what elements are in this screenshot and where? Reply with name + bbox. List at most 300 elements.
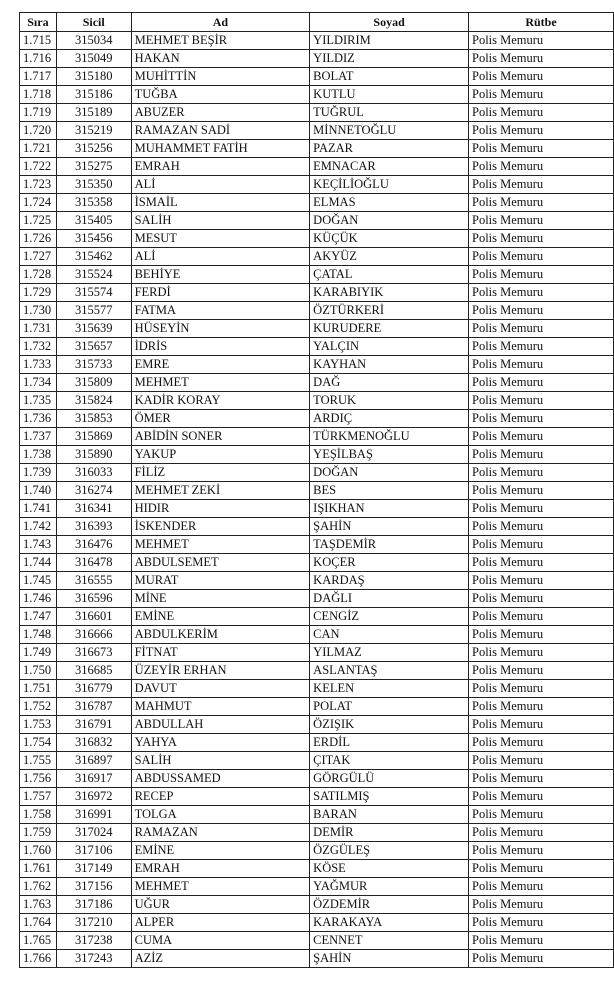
cell-sira: 1.748 <box>20 626 57 644</box>
cell-sicil: 315657 <box>56 338 131 356</box>
table-row <box>20 284 614 302</box>
table-row <box>20 464 614 482</box>
cell-soyad: KELEN <box>310 680 469 698</box>
cell-sicil: 316601 <box>56 608 131 626</box>
cell-sicil: 317156 <box>56 878 131 896</box>
table-row <box>20 644 614 662</box>
cell-soyad: YILDIRIM <box>310 32 469 50</box>
cell-rutbe: Polis Memuru <box>469 428 614 446</box>
cell-ad: FİLİZ <box>131 464 310 482</box>
cell-ad: MURAT <box>131 572 310 590</box>
cell-rutbe: Polis Memuru <box>469 680 614 698</box>
cell-soyad: ELMAS <box>310 194 469 212</box>
table-row <box>20 104 614 122</box>
cell-ad: YAKUP <box>131 446 310 464</box>
table-row <box>20 392 614 410</box>
cell-sira: 1.742 <box>20 518 57 536</box>
cell-ad: MİNE <box>131 590 310 608</box>
cell-soyad: BES <box>310 482 469 500</box>
cell-rutbe: Polis Memuru <box>469 50 614 68</box>
cell-sira: 1.719 <box>20 104 57 122</box>
cell-ad: CUMA <box>131 932 310 950</box>
cell-sicil: 317024 <box>56 824 131 842</box>
cell-sira: 1.720 <box>20 122 57 140</box>
cell-sira: 1.762 <box>20 878 57 896</box>
cell-soyad: KARDAŞ <box>310 572 469 590</box>
cell-ad: MEHMET BEŞİR <box>131 32 310 50</box>
cell-sira: 1.724 <box>20 194 57 212</box>
header-sira: Sıra <box>20 13 57 32</box>
cell-soyad: BARAN <box>310 806 469 824</box>
table-row <box>20 446 614 464</box>
table-row <box>20 140 614 158</box>
cell-ad: MUHİTTİN <box>131 68 310 86</box>
table-row <box>20 266 614 284</box>
table-row <box>20 572 614 590</box>
cell-rutbe: Polis Memuru <box>469 140 614 158</box>
cell-soyad: SATILMIŞ <box>310 788 469 806</box>
cell-soyad: KAYHAN <box>310 356 469 374</box>
cell-rutbe: Polis Memuru <box>469 806 614 824</box>
cell-rutbe: Polis Memuru <box>469 212 614 230</box>
cell-sicil: 316787 <box>56 698 131 716</box>
cell-rutbe: Polis Memuru <box>469 572 614 590</box>
cell-soyad: KÖSE <box>310 860 469 878</box>
cell-rutbe: Polis Memuru <box>469 770 614 788</box>
cell-sira: 1.740 <box>20 482 57 500</box>
cell-sicil: 316596 <box>56 590 131 608</box>
cell-sira: 1.761 <box>20 860 57 878</box>
cell-rutbe: Polis Memuru <box>469 950 614 968</box>
table-row <box>20 770 614 788</box>
cell-sira: 1.759 <box>20 824 57 842</box>
cell-ad: MEHMET <box>131 374 310 392</box>
cell-ad: ÜZEYİR ERHAN <box>131 662 310 680</box>
cell-rutbe: Polis Memuru <box>469 608 614 626</box>
cell-ad: ALİ <box>131 176 310 194</box>
cell-ad: ABUZER <box>131 104 310 122</box>
cell-sicil: 315034 <box>56 32 131 50</box>
cell-ad: ABDULKERİM <box>131 626 310 644</box>
cell-ad: EMRAH <box>131 158 310 176</box>
cell-rutbe: Polis Memuru <box>469 644 614 662</box>
cell-ad: YAHYA <box>131 734 310 752</box>
cell-sicil: 316685 <box>56 662 131 680</box>
cell-sira: 1.717 <box>20 68 57 86</box>
table-row <box>20 860 614 878</box>
cell-rutbe: Polis Memuru <box>469 554 614 572</box>
cell-ad: UĞUR <box>131 896 310 914</box>
cell-sira: 1.749 <box>20 644 57 662</box>
cell-soyad: AKYÜZ <box>310 248 469 266</box>
cell-sicil: 316917 <box>56 770 131 788</box>
cell-rutbe: Polis Memuru <box>469 356 614 374</box>
cell-sicil: 316478 <box>56 554 131 572</box>
table-row <box>20 320 614 338</box>
cell-soyad: ŞAHİN <box>310 950 469 968</box>
header-sicil: Sicil <box>56 13 131 32</box>
cell-rutbe: Polis Memuru <box>469 536 614 554</box>
table-row <box>20 896 614 914</box>
cell-ad: ÖMER <box>131 410 310 428</box>
cell-soyad: DAĞLI <box>310 590 469 608</box>
cell-ad: RECEP <box>131 788 310 806</box>
cell-sicil: 316897 <box>56 752 131 770</box>
cell-rutbe: Polis Memuru <box>469 374 614 392</box>
cell-sira: 1.756 <box>20 770 57 788</box>
cell-soyad: GÖRGÜLÜ <box>310 770 469 788</box>
cell-soyad: KARAKAYA <box>310 914 469 932</box>
cell-sicil: 315853 <box>56 410 131 428</box>
cell-sira: 1.750 <box>20 662 57 680</box>
cell-soyad: YILMAZ <box>310 644 469 662</box>
cell-sicil: 316033 <box>56 464 131 482</box>
cell-sicil: 315733 <box>56 356 131 374</box>
table-row <box>20 32 614 50</box>
cell-soyad: TUĞRUL <box>310 104 469 122</box>
cell-ad: FATMA <box>131 302 310 320</box>
cell-sicil: 316341 <box>56 500 131 518</box>
cell-ad: MUHAMMET FATİH <box>131 140 310 158</box>
cell-sira: 1.721 <box>20 140 57 158</box>
cell-ad: EMRAH <box>131 860 310 878</box>
cell-soyad: TAŞDEMİR <box>310 536 469 554</box>
cell-soyad: ÇITAK <box>310 752 469 770</box>
cell-sicil: 315869 <box>56 428 131 446</box>
cell-sira: 1.738 <box>20 446 57 464</box>
cell-ad: FİTNAT <box>131 644 310 662</box>
cell-sira: 1.725 <box>20 212 57 230</box>
cell-sicil: 316779 <box>56 680 131 698</box>
table-row <box>20 734 614 752</box>
table-row <box>20 806 614 824</box>
cell-ad: ALPER <box>131 914 310 932</box>
cell-rutbe: Polis Memuru <box>469 32 614 50</box>
table-row <box>20 626 614 644</box>
cell-ad: ABİDİN SONER <box>131 428 310 446</box>
cell-sicil: 317210 <box>56 914 131 932</box>
cell-sira: 1.751 <box>20 680 57 698</box>
cell-sicil: 316274 <box>56 482 131 500</box>
cell-sira: 1.715 <box>20 32 57 50</box>
cell-sicil: 316666 <box>56 626 131 644</box>
cell-soyad: YAĞMUR <box>310 878 469 896</box>
cell-sira: 1.755 <box>20 752 57 770</box>
cell-sira: 1.732 <box>20 338 57 356</box>
cell-soyad: TORUK <box>310 392 469 410</box>
cell-soyad: ERDİL <box>310 734 469 752</box>
cell-soyad: KOÇER <box>310 554 469 572</box>
cell-sicil: 315186 <box>56 86 131 104</box>
cell-rutbe: Polis Memuru <box>469 104 614 122</box>
cell-rutbe: Polis Memuru <box>469 320 614 338</box>
cell-soyad: KÜÇÜK <box>310 230 469 248</box>
cell-rutbe: Polis Memuru <box>469 896 614 914</box>
cell-rutbe: Polis Memuru <box>469 860 614 878</box>
cell-rutbe: Polis Memuru <box>469 410 614 428</box>
cell-soyad: TÜRKMENOĞLU <box>310 428 469 446</box>
cell-ad: TOLGA <box>131 806 310 824</box>
header-rutbe: Rütbe <box>469 13 614 32</box>
cell-sicil: 315405 <box>56 212 131 230</box>
table-row <box>20 158 614 176</box>
cell-sicil: 315639 <box>56 320 131 338</box>
cell-sira: 1.739 <box>20 464 57 482</box>
cell-ad: HÜSEYİN <box>131 320 310 338</box>
cell-ad: EMİNE <box>131 608 310 626</box>
table-row <box>20 356 614 374</box>
cell-sira: 1.722 <box>20 158 57 176</box>
cell-ad: TUĞBA <box>131 86 310 104</box>
cell-rutbe: Polis Memuru <box>469 698 614 716</box>
table-row <box>20 302 614 320</box>
cell-rutbe: Polis Memuru <box>469 590 614 608</box>
cell-sicil: 315358 <box>56 194 131 212</box>
cell-soyad: YALÇIN <box>310 338 469 356</box>
cell-rutbe: Polis Memuru <box>469 464 614 482</box>
cell-rutbe: Polis Memuru <box>469 122 614 140</box>
cell-sicil: 315275 <box>56 158 131 176</box>
cell-sicil: 315809 <box>56 374 131 392</box>
cell-rutbe: Polis Memuru <box>469 338 614 356</box>
table-row <box>20 338 614 356</box>
cell-soyad: ÖZTÜRKERİ <box>310 302 469 320</box>
cell-sira: 1.734 <box>20 374 57 392</box>
cell-sira: 1.743 <box>20 536 57 554</box>
cell-rutbe: Polis Memuru <box>469 248 614 266</box>
cell-soyad: KARABIYIK <box>310 284 469 302</box>
cell-soyad: ARDIÇ <box>310 410 469 428</box>
cell-sicil: 316673 <box>56 644 131 662</box>
cell-ad: HIDIR <box>131 500 310 518</box>
table-row <box>20 662 614 680</box>
cell-sira: 1.763 <box>20 896 57 914</box>
cell-sicil: 317149 <box>56 860 131 878</box>
cell-rutbe: Polis Memuru <box>469 68 614 86</box>
table-row <box>20 950 614 968</box>
cell-rutbe: Polis Memuru <box>469 194 614 212</box>
cell-soyad: CENGİZ <box>310 608 469 626</box>
table-row <box>20 914 614 932</box>
cell-sira: 1.723 <box>20 176 57 194</box>
table-row <box>20 788 614 806</box>
cell-soyad: KEÇİLİOĞLU <box>310 176 469 194</box>
cell-ad: MEHMET ZEKİ <box>131 482 310 500</box>
cell-ad: ALİ <box>131 248 310 266</box>
table-row <box>20 374 614 392</box>
cell-rutbe: Polis Memuru <box>469 914 614 932</box>
cell-rutbe: Polis Memuru <box>469 752 614 770</box>
cell-sicil: 315456 <box>56 230 131 248</box>
cell-soyad: ÖZDEMİR <box>310 896 469 914</box>
cell-sicil: 315577 <box>56 302 131 320</box>
cell-sira: 1.744 <box>20 554 57 572</box>
cell-soyad: DEMİR <box>310 824 469 842</box>
cell-ad: MEHMET <box>131 536 310 554</box>
cell-soyad: DAĞ <box>310 374 469 392</box>
cell-soyad: CENNET <box>310 932 469 950</box>
cell-soyad: KUTLU <box>310 86 469 104</box>
cell-sicil: 316393 <box>56 518 131 536</box>
cell-sicil: 316972 <box>56 788 131 806</box>
cell-rutbe: Polis Memuru <box>469 158 614 176</box>
cell-ad: MAHMUT <box>131 698 310 716</box>
cell-sicil: 315890 <box>56 446 131 464</box>
cell-rutbe: Polis Memuru <box>469 734 614 752</box>
cell-sira: 1.754 <box>20 734 57 752</box>
table-row <box>20 230 614 248</box>
cell-sicil: 315350 <box>56 176 131 194</box>
table-row <box>20 878 614 896</box>
table-row <box>20 500 614 518</box>
cell-ad: RAMAZAN <box>131 824 310 842</box>
table-row <box>20 824 614 842</box>
cell-ad: İSKENDER <box>131 518 310 536</box>
cell-ad: KADİR KORAY <box>131 392 310 410</box>
cell-rutbe: Polis Memuru <box>469 842 614 860</box>
cell-ad: İDRİS <box>131 338 310 356</box>
cell-soyad: DOĞAN <box>310 212 469 230</box>
table-row <box>20 194 614 212</box>
cell-sira: 1.729 <box>20 284 57 302</box>
cell-soyad: ÖZGÜLEŞ <box>310 842 469 860</box>
cell-rutbe: Polis Memuru <box>469 824 614 842</box>
cell-sira: 1.737 <box>20 428 57 446</box>
cell-sira: 1.727 <box>20 248 57 266</box>
cell-rutbe: Polis Memuru <box>469 932 614 950</box>
cell-soyad: CAN <box>310 626 469 644</box>
cell-rutbe: Polis Memuru <box>469 230 614 248</box>
table-row <box>20 698 614 716</box>
cell-ad: ABDULSEMET <box>131 554 310 572</box>
table-row <box>20 212 614 230</box>
cell-sicil: 315824 <box>56 392 131 410</box>
cell-sira: 1.731 <box>20 320 57 338</box>
cell-sicil: 315189 <box>56 104 131 122</box>
cell-rutbe: Polis Memuru <box>469 392 614 410</box>
cell-sira: 1.733 <box>20 356 57 374</box>
table-row <box>20 752 614 770</box>
cell-rutbe: Polis Memuru <box>469 284 614 302</box>
cell-sira: 1.765 <box>20 932 57 950</box>
cell-soyad: POLAT <box>310 698 469 716</box>
cell-rutbe: Polis Memuru <box>469 482 614 500</box>
cell-sira: 1.745 <box>20 572 57 590</box>
table-row <box>20 482 614 500</box>
cell-rutbe: Polis Memuru <box>469 518 614 536</box>
cell-sicil: 317243 <box>56 950 131 968</box>
cell-ad: SALİH <box>131 212 310 230</box>
cell-rutbe: Polis Memuru <box>469 302 614 320</box>
cell-sicil: 315462 <box>56 248 131 266</box>
table-row <box>20 842 614 860</box>
cell-rutbe: Polis Memuru <box>469 788 614 806</box>
cell-soyad: BOLAT <box>310 68 469 86</box>
table-row <box>20 410 614 428</box>
cell-sira: 1.752 <box>20 698 57 716</box>
cell-soyad: ASLANTAŞ <box>310 662 469 680</box>
cell-sira: 1.760 <box>20 842 57 860</box>
table-row <box>20 536 614 554</box>
table-row <box>20 554 614 572</box>
table-row <box>20 176 614 194</box>
cell-ad: EMİNE <box>131 842 310 860</box>
table-row <box>20 248 614 266</box>
cell-sicil: 315574 <box>56 284 131 302</box>
cell-sira: 1.766 <box>20 950 57 968</box>
header-ad: Ad <box>131 13 310 32</box>
cell-rutbe: Polis Memuru <box>469 86 614 104</box>
cell-soyad: MİNNETOĞLU <box>310 122 469 140</box>
cell-rutbe: Polis Memuru <box>469 626 614 644</box>
cell-ad: ABDUSSAMED <box>131 770 310 788</box>
cell-ad: MEHMET <box>131 878 310 896</box>
cell-soyad: IŞIKHAN <box>310 500 469 518</box>
cell-ad: SALİH <box>131 752 310 770</box>
cell-ad: FERDİ <box>131 284 310 302</box>
cell-ad: MESUT <box>131 230 310 248</box>
cell-sicil: 317238 <box>56 932 131 950</box>
cell-rutbe: Polis Memuru <box>469 446 614 464</box>
cell-rutbe: Polis Memuru <box>469 266 614 284</box>
cell-sira: 1.741 <box>20 500 57 518</box>
cell-rutbe: Polis Memuru <box>469 878 614 896</box>
table-row <box>20 680 614 698</box>
cell-soyad: YEŞİLBAŞ <box>310 446 469 464</box>
cell-soyad: EMNACAR <box>310 158 469 176</box>
cell-ad: AZİZ <box>131 950 310 968</box>
table-row <box>20 122 614 140</box>
cell-sicil: 315219 <box>56 122 131 140</box>
cell-sira: 1.764 <box>20 914 57 932</box>
cell-soyad: KURUDERE <box>310 320 469 338</box>
cell-sicil: 315524 <box>56 266 131 284</box>
cell-sicil: 315180 <box>56 68 131 86</box>
cell-sira: 1.730 <box>20 302 57 320</box>
cell-sira: 1.716 <box>20 50 57 68</box>
cell-rutbe: Polis Memuru <box>469 716 614 734</box>
cell-sira: 1.736 <box>20 410 57 428</box>
cell-soyad: ÇATAL <box>310 266 469 284</box>
cell-sicil: 316476 <box>56 536 131 554</box>
cell-sicil: 316555 <box>56 572 131 590</box>
cell-sicil: 316991 <box>56 806 131 824</box>
cell-sira: 1.726 <box>20 230 57 248</box>
cell-ad: BEHİYE <box>131 266 310 284</box>
table-row <box>20 50 614 68</box>
cell-soyad: PAZAR <box>310 140 469 158</box>
cell-ad: EMRE <box>131 356 310 374</box>
cell-sicil: 317106 <box>56 842 131 860</box>
cell-sira: 1.728 <box>20 266 57 284</box>
cell-soyad: YILDIZ <box>310 50 469 68</box>
table-row <box>20 428 614 446</box>
personnel-list-document <box>19 12 614 968</box>
cell-sicil: 315049 <box>56 50 131 68</box>
table-row <box>20 590 614 608</box>
table-header-row <box>20 13 614 32</box>
cell-ad: HAKAN <box>131 50 310 68</box>
table-row <box>20 86 614 104</box>
table-row <box>20 68 614 86</box>
cell-sira: 1.746 <box>20 590 57 608</box>
cell-soyad: ÖZIŞIK <box>310 716 469 734</box>
table-row <box>20 608 614 626</box>
cell-sicil: 316832 <box>56 734 131 752</box>
cell-sira: 1.753 <box>20 716 57 734</box>
cell-soyad: DOĞAN <box>310 464 469 482</box>
cell-ad: İSMAİL <box>131 194 310 212</box>
